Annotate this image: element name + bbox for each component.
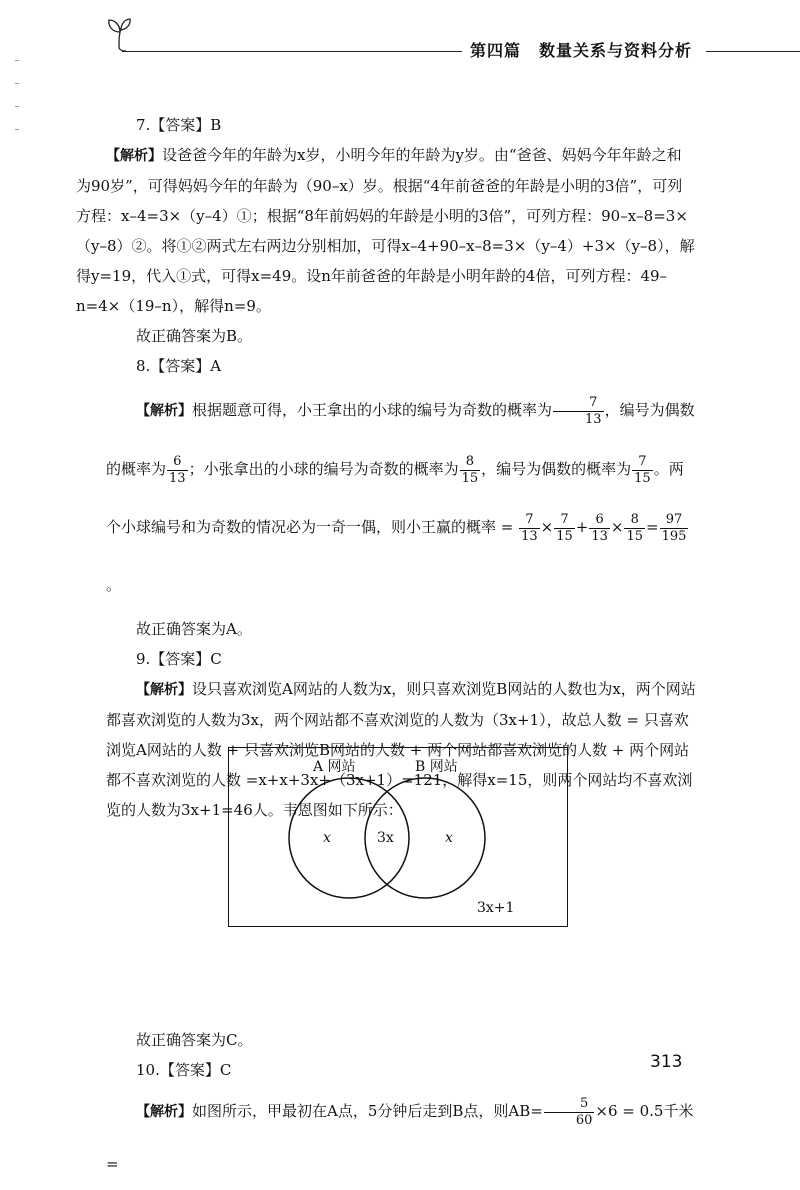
margin-marks: [15, 60, 19, 152]
q9-analysis-text: 设只喜欢浏览A网站的人数为x，则只喜欢浏览B网站的人数也为x，两个网站都喜欢浏览的人数为3x，两个网站都不喜欢浏览的人数为（3x+1），故总人数 = 只喜欢浏览A网站的人数 + 只喜欢浏览B网站的人数 + 两个网站都喜欢浏览的人数 + 两个网站都不喜欢浏览的人数 =x+x+3x+（3x+1）=121，解得x=15，则两个网站均不喜欢浏览的人数为3x+1=46人。韦恩图如下所示：: [106, 680, 696, 819]
venn-label-b: B 网站: [415, 759, 458, 775]
venn-both: 3x: [377, 830, 394, 846]
header-rule-left: [122, 51, 462, 52]
q9-answer: 9.【答案】C: [136, 650, 222, 668]
header-rule-right: [706, 51, 800, 52]
venn-label-a: A 网站: [313, 759, 356, 775]
fraction: $\frac{5}{60}$: [544, 1096, 595, 1129]
q8-answer: 8.【答案】A: [136, 357, 222, 375]
fraction: $\frac{8}{15}$: [626, 511, 644, 544]
q8-text: ，编号为偶数: [604, 401, 695, 419]
fraction: $\frac{6}{13}$: [591, 511, 608, 544]
fraction: $\frac{7}{13}$: [553, 395, 604, 428]
venn-only-b: x: [445, 830, 453, 846]
header-title: [470, 38, 692, 61]
fraction: $\frac{7}{15}$: [634, 453, 651, 486]
q8-text: ，编号为偶数的概率为: [481, 460, 632, 478]
header-section: 数量关系与资料分析: [539, 41, 693, 60]
q8-text: 个小球编号和为奇数的情况必为一奇一偶，则小王赢的概率 =: [106, 518, 519, 536]
fraction: $\frac{97}{195}$: [661, 511, 687, 544]
plus-sign: +: [575, 518, 589, 536]
q8-text: 的概率为: [106, 460, 167, 478]
header-part: 第四篇: [470, 41, 522, 60]
fraction: $\frac{8}{15}$: [461, 453, 479, 486]
q9-conclusion: 故正确答案为C。: [136, 1031, 253, 1049]
q10-analysis: [106, 1085, 696, 1190]
q10-text: 如图所示，甲最初在A点，5分钟后走到B点，则AB=: [192, 1102, 543, 1120]
times-sign: ×: [540, 518, 554, 536]
q9-analysis-label: 【解析】: [136, 682, 192, 698]
equals-sign: =: [646, 518, 659, 536]
q8-text: 。: [106, 576, 122, 594]
q8-conclusion: 故正确答案为A。: [136, 620, 252, 638]
q8-text: ；小张拿出的小球的编号为奇数的概率为: [188, 460, 459, 478]
venn-circles: [229, 748, 567, 926]
fraction: $\frac{7}{13}$: [521, 511, 538, 544]
q8-line2: [106, 440, 696, 498]
q7-analysis-text: 设爸爸今年的年龄为x岁，小明今年的年龄为y岁。由“爸爸、妈妈今年年龄之和为90岁”，可得妈妈今年的年龄为（90–x）岁。根据“4年前爸爸的年龄是小明的3倍”，可列方程：x–4=3×（y–4）①；根据“8年前妈妈的年龄是小明的3倍”，可列方程：90–x–8=3×（y–8）②。将①②两式左右两边分别相加，可得x–4+90–x–8=3×（y–4）+3×（y–8），解得y=19，代入①式，可得x=49。设n年前爸爸的年龄是小明年龄的4倍，可列方程：49–n=4×（19–n），解得n=9。: [76, 146, 695, 315]
fraction: $\frac{7}{15}$: [556, 511, 573, 544]
q8-text: 根据题意可得，小王拿出的小球的编号为奇数的概率为: [192, 401, 553, 419]
q8-line1: [106, 381, 696, 440]
q10-answer: 10.【答案】C: [136, 1061, 232, 1079]
q8-line3: [106, 498, 696, 614]
venn-neither: 3x+1: [477, 900, 515, 916]
q7-conclusion: 故正确答案为B。: [136, 327, 253, 345]
times-sign: ×: [610, 518, 624, 536]
q8-analysis-label: 【解析】: [136, 403, 192, 419]
q7-answer: 7.【答案】B: [136, 116, 222, 134]
q10-text: ×6 = 0.5千米 =: [106, 1102, 694, 1173]
q8-text: 。两: [653, 460, 684, 478]
q7-analysis: [76, 140, 696, 321]
page-number: 313: [650, 1052, 683, 1072]
q10-analysis-label: 【解析】: [136, 1104, 192, 1120]
sprout-logo-icon: [100, 14, 140, 54]
page-content: [76, 110, 696, 1190]
venn-only-a: x: [323, 830, 331, 846]
fraction: $\frac{6}{13}$: [169, 453, 186, 486]
q7-analysis-label: 【解析】: [106, 148, 162, 164]
venn-diagram: [228, 747, 568, 927]
